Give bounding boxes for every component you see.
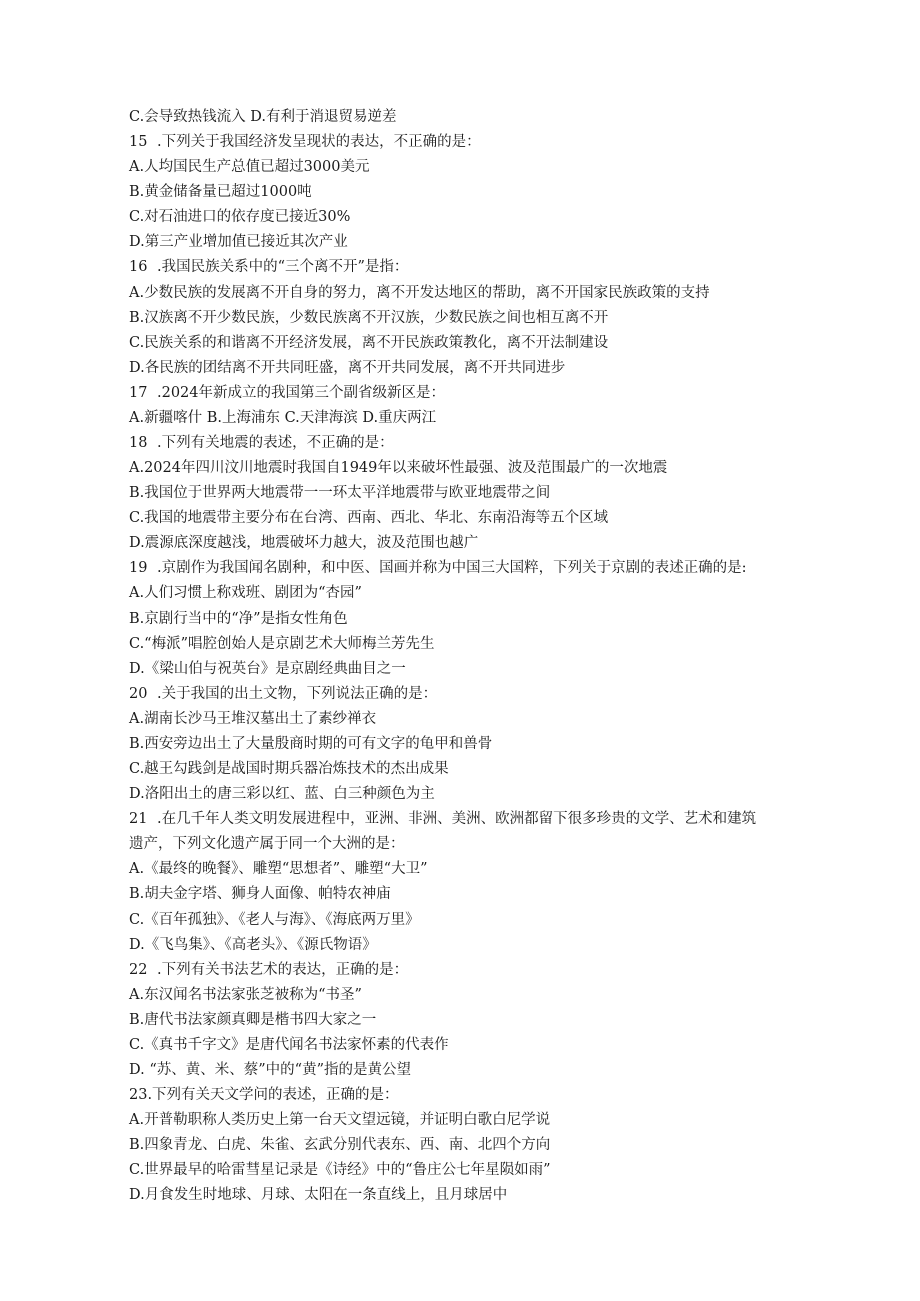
question-text: 23.下列有关天文学问的表述，正确的是： — [129, 1087, 399, 1104]
question-stem — [129, 807, 819, 832]
question-stem — [129, 556, 819, 581]
question-text: .下列有关地震的表述，不正确的是： — [157, 435, 394, 452]
answer-option: B.黄金储备量已超过1000吨 — [129, 184, 312, 201]
answer-option: C.《百年孤独》、《老人与海》、《海底两万里》 — [129, 911, 420, 928]
answer-option: A.湖南长沙马王堆汉墓出土了素纱禅衣 — [129, 710, 377, 727]
question-stem — [129, 1083, 819, 1108]
question-number: 19 — [129, 560, 148, 577]
answer-option: C.世界最早的哈雷彗星记录是《诗经》中的“鲁庄公七年星陨如雨” — [129, 1162, 551, 1179]
question-text: .京剧作为我国闻名剧种，和中医、国画并称为中国三大国粹，下列关于京剧的表述正确的是: — [157, 560, 747, 577]
answer-option: B.胡夫金字塔、狮身人面像、帕特农神庙 — [129, 886, 391, 903]
answer-option: C.民族关系的和谐离不开经济发展，离不开民族政策教化，离不开法制建设 — [129, 334, 609, 351]
answer-option: C.越王勾践剑是战国时期兵器冶炼技术的杰出成果 — [129, 761, 449, 778]
question-number: 22 — [129, 961, 148, 978]
answer-option: B.唐代书法家颜真卿是楷书四大家之一 — [129, 1011, 377, 1028]
answer-option: A.新疆喀什 B.上海浦东 C.天津海滨 D.重庆两江 — [129, 409, 437, 426]
answer-option: D.《梁山伯与祝英台》是京剧经典曲目之一 — [129, 660, 406, 677]
question-stem — [129, 682, 819, 707]
question-number: 21 — [129, 811, 148, 828]
answer-option: D.各民族的团结离不开共同旺盛，离不开共同发展，离不开共同进步 — [129, 359, 566, 376]
answer-option: B.四象青龙、白虎、朱雀、玄武分别代表东、西、南、北四个方向 — [129, 1137, 551, 1154]
answer-option: C.会导致热钱流入 D.有利于消退贸易逆差 — [129, 109, 397, 125]
answer-option: D.洛阳出土的唐三彩以红、蓝、白三种颜色为主 — [129, 786, 435, 803]
answer-option: A.少数民族的发展离不开自身的努力，离不开发达地区的帮助，离不开国家民族政策的支持 — [129, 284, 710, 301]
answer-option: D. “苏、黄、米、蔡”中的“黄”指的是黄公望 — [129, 1061, 411, 1078]
answer-option: B.京剧行当中的“净”是指女性角色 — [129, 610, 348, 627]
question-text: .我国民族关系中的“三个离不开”是指： — [157, 259, 409, 276]
answer-option: A.人们习惯上称戏班、剧团为“杏园” — [129, 585, 362, 602]
question-number: 20 — [129, 685, 148, 702]
answer-option: A.《最终的晚餐》、雕塑“思想者”、雕塑“大卫” — [129, 861, 428, 878]
answer-option: D.月食发生时地球、月球、太阳在一条直线上，且月球居中 — [129, 1187, 508, 1204]
answer-option: C.对石油进口的依存度已接近30% — [129, 209, 351, 226]
answer-option: A.人均国民生产总值已超过3000美元 — [129, 159, 370, 176]
question-number: 16 — [129, 259, 148, 276]
question-text: .下列有关书法艺术的表达，正确的是： — [157, 961, 409, 978]
question-text: .下列关于我国经济发呈现状的表达，不正确的是： — [157, 134, 481, 151]
question-stem — [129, 130, 819, 155]
question-number: 17 — [129, 384, 148, 401]
question-text: .2024年新成立的我国第三个副省级新区是： — [157, 384, 446, 401]
answer-option: A.开普勒职称人类历史上第一台天文望远镜，并证明白歌白尼学说 — [129, 1112, 551, 1129]
answer-option: C.《真书千字文》是唐代闻名书法家怀素的代表作 — [129, 1036, 449, 1053]
answer-option: A.2024年四川汶川地震时我国自1949年以来破坏性最强、波及范围最广的一次地震 — [129, 460, 668, 477]
question-stem — [129, 431, 819, 456]
answer-option: B.我国位于世界两大地震带一一环太平洋地震带与欧亚地震带之间 — [129, 485, 551, 502]
question-stem — [129, 381, 819, 406]
answer-option: B.西安旁边出土了大量殷商时期的可有文字的龟甲和兽骨 — [129, 735, 493, 752]
question-stem — [129, 255, 819, 280]
question-text: .在几千年人类文明发展进程中，亚洲、非洲、美洲、欧洲都留下很多珍贵的文学、艺术和建筑 — [157, 811, 757, 828]
answer-option: D.第三产业增加值已接近其次产业 — [129, 234, 348, 251]
question-text: .关于我国的出土文物，下列说法正确的是： — [157, 685, 438, 702]
answer-option: C.“梅派”唱腔创始人是京剧艺术大师梅兰芳先生 — [129, 635, 435, 652]
answer-option: B.汉族离不开少数民族，少数民族离不开汉族，少数民族之间也相互离不开 — [129, 309, 609, 326]
question-number: 15 — [129, 134, 148, 151]
question-number: 18 — [129, 435, 148, 452]
answer-option: D.《飞鸟集》、《高老头》、《源氏物语》 — [129, 936, 377, 953]
question-continuation: 遗产，下列文化遗产属于同一个大洲的是： — [129, 836, 405, 853]
question-stem — [129, 958, 819, 983]
answer-option: D.震源底深度越浅，地震破坏力越大，波及范围也越广 — [129, 535, 479, 552]
answer-option: A.东汉闻名书法家张芝被称为“书圣” — [129, 986, 362, 1003]
question-list — [129, 105, 819, 1208]
answer-option: C.我国的地震带主要分布在台湾、西南、西北、华北、东南沿海等五个区域 — [129, 510, 609, 527]
